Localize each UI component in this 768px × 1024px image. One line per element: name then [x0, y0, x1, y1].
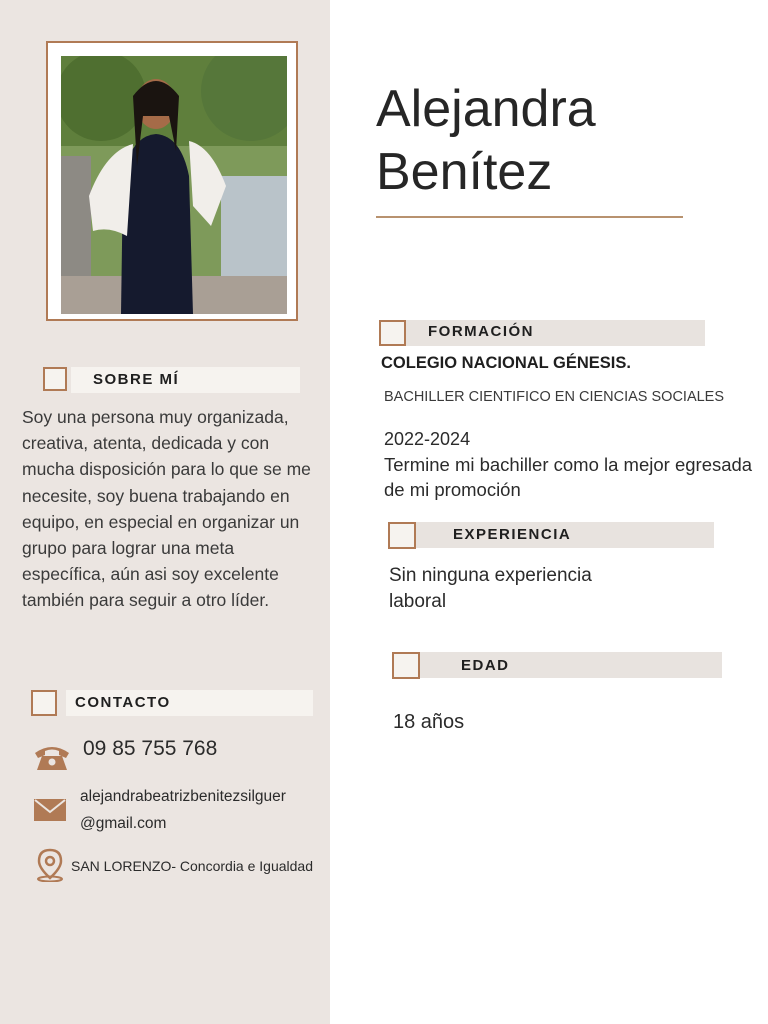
phone-number: 09 85 755 768: [83, 737, 218, 760]
email-address: [80, 783, 286, 837]
education-title: FORMACIÓN: [428, 323, 534, 340]
profile-photo: [61, 56, 287, 314]
about-text: Soy una persona muy organizada, creativa, atenta, dedicada y con mucha disposición para lo que se me necesite, soy buena trabajando en equipo, en especial en organizar un grupo para lograr una meta específica, aún asi soy excelente también para seguir a otro líder.: [22, 407, 311, 611]
about-section-header: [43, 367, 300, 393]
envelope-icon: [34, 799, 66, 821]
age-title: EDAD: [461, 657, 510, 674]
profile-photo-frame: [46, 41, 298, 321]
about-title: SOBRE MÍ: [93, 371, 180, 388]
address: SAN LORENZO- Concordia e Igualdad: [71, 858, 313, 874]
email-line-1: alejandrabeatrizbenitezsilguer: [80, 788, 286, 805]
full-name: [376, 78, 596, 204]
education-achievement: Termine mi bachiller como la mejor egresada de mi promoción: [384, 454, 753, 500]
education-checkbox-icon: [379, 320, 406, 346]
first-name: Alejandra: [376, 80, 596, 138]
experience-checkbox-icon: [388, 522, 416, 549]
age-section-header: [392, 652, 722, 678]
name-divider: [376, 216, 683, 218]
school-name: COLEGIO NACIONAL GÉNESIS.: [381, 354, 631, 372]
experience-section-header: [388, 522, 714, 548]
age-text: 18 años: [393, 711, 465, 733]
degree: BACHILLER CIENTIFICO EN CIENCIAS SOCIALES: [384, 389, 725, 405]
experience-text: Sin ninguna experiencia laboral: [389, 565, 592, 612]
contact-section-header: [31, 690, 313, 716]
experience-title: EXPERIENCIA: [453, 526, 572, 543]
age-checkbox-icon: [392, 652, 420, 679]
education-section-header: [379, 320, 705, 346]
education-years: 2022-2024: [384, 429, 471, 449]
location-pin-icon: [34, 848, 66, 882]
last-name: Benítez: [376, 143, 553, 201]
contact-checkbox-icon: [31, 690, 57, 716]
phone-icon: [32, 741, 72, 771]
email-line-2: @gmail.com: [80, 815, 167, 832]
contact-title: CONTACTO: [75, 694, 171, 711]
about-checkbox-icon: [43, 367, 67, 391]
